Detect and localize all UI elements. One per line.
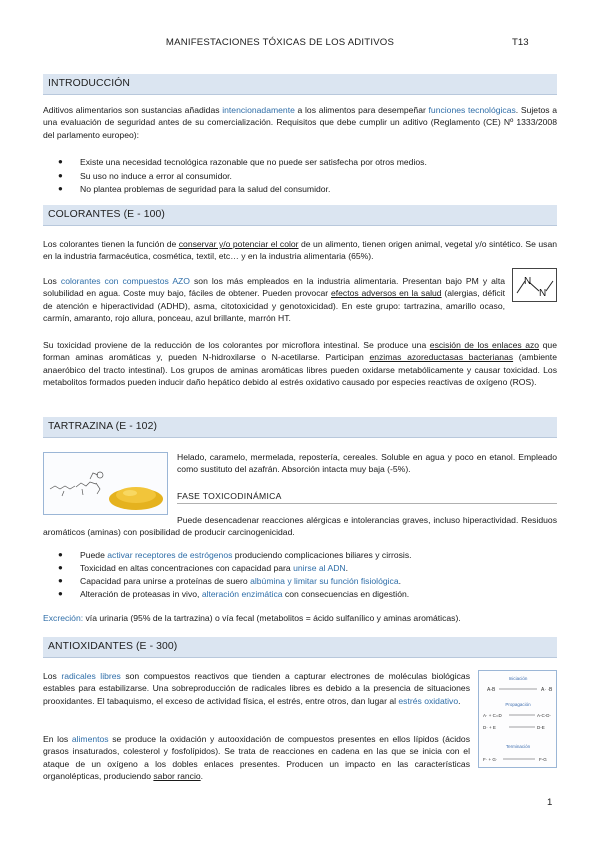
subheading-divider <box>177 503 557 504</box>
colorantes-paragraph-3: Su toxicidad proviene de la reducción de los colorantes por microflora intestinal. Se produce una escisión de los enlaces azo que forman aminas aromáticas y, pueden N-hidroxilarse o N-acetilarse. Participan enzimas azoreductasas bacterianas (ambiente anaeróbico del tracto intestinal). Los grupos de aminas aromáticas libres pueden oxidarse metabólicamente y causar toxicidad. Los metabolitos formados pueden inducir daño hepático debido al estrés oxidativo causado por especies reactivas de oxígeno (ROS). <box>43 340 557 388</box>
svg-text:N: N <box>524 276 532 287</box>
tartrazine-image <box>43 452 168 515</box>
svg-text:Propagación: Propagación <box>505 702 531 707</box>
excrecion-paragraph: Excreción: vía urinaria (95% de la tartrazina) o vía fecal (metabolitos = ácido sulfanílico y aminas aromáticas). <box>43 613 461 623</box>
antioxidantes-paragraph-2: En los alimentos se produce la oxidación y autooxidación de compuestos presentes en ellos lípidos (ácidos grasos insaturados, colesterol y fosfolípidos). Se trata de reacciones en cadena en las que se inicia con el ataque de un oxígeno a los dobles enlaces presentes. Producen un impacto en las características organolépticas, produciendo sabor rancio. <box>43 734 470 782</box>
azo-structure-figure <box>512 268 557 302</box>
svg-text:A· ·B: A· ·B <box>541 687 553 693</box>
radical-reaction-figure <box>478 670 557 768</box>
colorantes-paragraph-2: Los colorantes con compuestos AZO son los más empleados en la industria alimentaria. Presentan bajo PM y alta solubilidad en agua. Coste muy bajo, fáciles de obtener. Pueden provocar efectos adversos en la salud (alergias, déficit de atención e hiperactividad (ADHD), asma, citotoxicidad y genotoxicidad). En este grupo: tartrazina, amarillo ocaso, carmín, amaranto, rojo allura, ponceau, azul brillante, marrón HT. <box>43 276 505 324</box>
svg-text:Iniciación: Iniciación <box>508 676 528 681</box>
svg-text:F-G: F-G <box>539 757 547 762</box>
svg-text:A-C-D·: A-C-D· <box>537 713 551 718</box>
svg-text:N: N <box>539 288 547 299</box>
svg-text:A-B: A-B <box>487 687 496 693</box>
svg-text:F· + G·: F· + G· <box>483 757 498 762</box>
document-title: MANIFESTACIONES TÓXICAS DE LOS ADITIVOS <box>165 37 395 48</box>
svg-text:D· + E: D· + E <box>483 725 496 730</box>
section-heading-colorantes: COLORANTES (E - 100) <box>43 205 557 226</box>
svg-text:Terminación: Terminación <box>505 744 531 749</box>
section-heading-tartrazina: TARTRAZINA (E - 102) <box>43 417 557 438</box>
antioxidantes-paragraph-1: Los radicales libres son compuestos reactivos que tienden a capturar electrones de moléculas biológicas estables para estabilizarse. Una sobreproducción de radicales libres es debido a la presencia de situaciones prooxidantes. El tabaquismo, el exceso de actividad física, el estrés, entre otros, dan lugar al estrés oxidativo. <box>43 671 470 706</box>
fase-toxicodinamica-subheading: FASE TOXICODINÁMICA <box>177 491 282 501</box>
colorantes-paragraph-1: Los colorantes tienen la función de conservar y/o potenciar el color de un alimento, tienen origen animal, vegetal y/o sintético. Se usan en la industria farmacéutica, cosmética, textil, etc… y en la industria alimentaria (65%). <box>43 239 557 262</box>
svg-text:A· + C=D: A· + C=D <box>483 713 502 718</box>
section-heading-antioxidantes: ANTIOXIDANTES (E - 300) <box>43 637 557 658</box>
page-header <box>0 37 600 51</box>
intro-paragraph: Aditivos alimentarios son sustancias añadidas intencionadamente a los alimentos para desempeñar funciones tecnológicas. Sujetos a una evaluación de seguridad antes de su comercialización. Requisitos que debe cumplir un aditivo (Reglamento (CE) Nº 1333/2008 del parlamento europeo): <box>43 105 558 140</box>
page-number: 1 <box>547 797 553 808</box>
svg-text:D-E: D-E <box>537 725 545 730</box>
tartrazina-paragraph-1: Helado, caramelo, mermelada, repostería, cereales. Soluble en agua y poco en etanol. Empleado como sustituto del azafrán. Absorción intacta muy baja (-5%). <box>177 452 557 475</box>
tartrazina-paragraph-2: Puede desencadenar reacciones alérgicas e intolerancias graves, incluso hiperactividad. Residuos aromáticos (aminas) con posibilidad de producir carcinogenicidad. <box>43 515 557 538</box>
section-heading-introduccion: INTRODUCCIÓN <box>43 74 557 95</box>
topic-code: T13 <box>512 37 529 48</box>
